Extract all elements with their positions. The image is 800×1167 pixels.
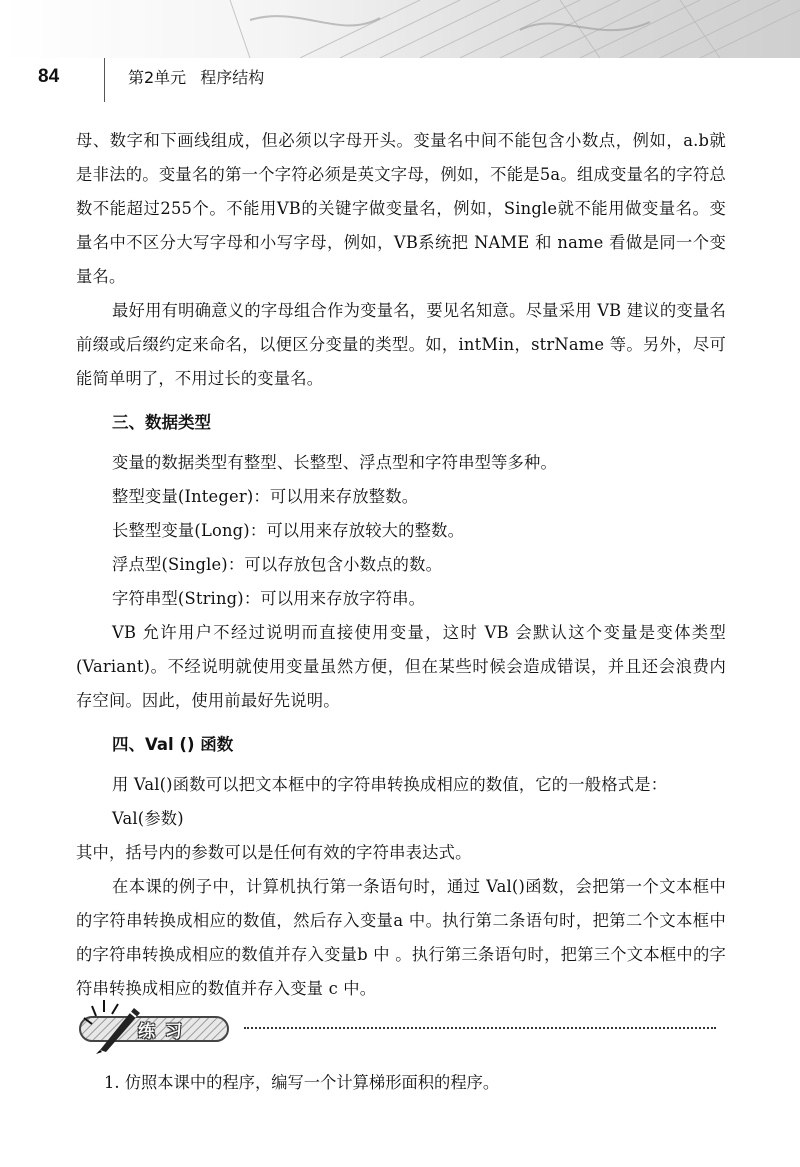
paragraph-data-types-intro: 变量的数据类型有整型、长整型、浮点型和字符串型等多种。	[112, 453, 557, 472]
header-pattern	[0, 0, 800, 58]
page-body	[76, 124, 726, 1006]
exercise-item-1: 1. 仿照本课中的程序，编写一个计算梯形面积的程序。	[104, 1073, 500, 1092]
paragraph-long: 长整型变量(Long)：可以用来存放较大的整数。	[112, 521, 465, 540]
dotted-rule	[244, 1027, 716, 1029]
exercise-label: 练习	[138, 1022, 192, 1042]
section-heading-val-function: 四、Val () 函数	[112, 735, 234, 754]
header-decoration	[0, 0, 800, 58]
paragraph-naming-advice: 最好用有明确意义的字母组合作为变量名，要见名知意。尽量采用 VB 建议的变量名前缀或后缀约定来命名，以便区分变量的类型。如，intMin，strName 等。另外，尽可能简单明了，不用过长的变量名。	[76, 301, 726, 388]
paragraph-variant: VB 允许用户不经过说明而直接使用变量，这时 VB 会默认这个变量是变体类型(Variant)。不经说明就使用变量虽然方便，但在某些时候会造成错误，并且还会浪费内存空间。因此，使用前最好先说明。	[76, 623, 726, 710]
header-divider	[104, 58, 105, 102]
unit-title: 程序结构	[200, 68, 265, 87]
paragraph-string: 字符串型(String)：可以用来存放字符串。	[112, 589, 426, 608]
paragraph-example-explanation: 在本课的例子中，计算机执行第一条语句时，通过 Val()函数，会把第一个文本框中的字符串转换成相应的数值，然后存入变量a 中。执行第二条语句时，把第二个文本框中的字符串转换成相应的数值并存入变量b 中 。执行第三条语句时，把第三个文本框中的字符串转换成相应的数值并存入变量 c 中。	[76, 877, 726, 998]
paragraph-val-intro: 用 Val()函数可以把文本框中的字符串转换成相应的数值，它的一般格式是：	[112, 775, 668, 794]
paragraph-integer: 整型变量(Integer)：可以用来存放整数。	[112, 487, 419, 506]
running-header	[128, 65, 264, 88]
paragraph-variable-naming-rules: 母、数字和下画线组成，但必须以字母开头。变量名中间不能包含小数点，例如，a.b就是非法的。变量名的第一个字符必须是英文字母，例如，不能是5a。组成变量名的字符总数不能超过255个。不能用VB的关键字做变量名，例如，Single就不能用做变量名。变量名中不区分大写字母和小写字母，例如，VB系统把 NAME 和 name 看做是同一个变量名。	[76, 131, 726, 286]
paragraph-single: 浮点型(Single)：可以存放包含小数点的数。	[112, 555, 443, 574]
exercise-header	[76, 1000, 736, 1050]
paragraph-parameter-note: 其中，括号内的参数可以是任何有效的字符串表达式。	[76, 843, 472, 862]
page-number: 84	[38, 66, 60, 87]
unit-number: 第2单元	[128, 68, 187, 87]
section-heading-data-types: 三、数据类型	[112, 413, 211, 432]
val-syntax: Val(参数)	[112, 809, 184, 828]
